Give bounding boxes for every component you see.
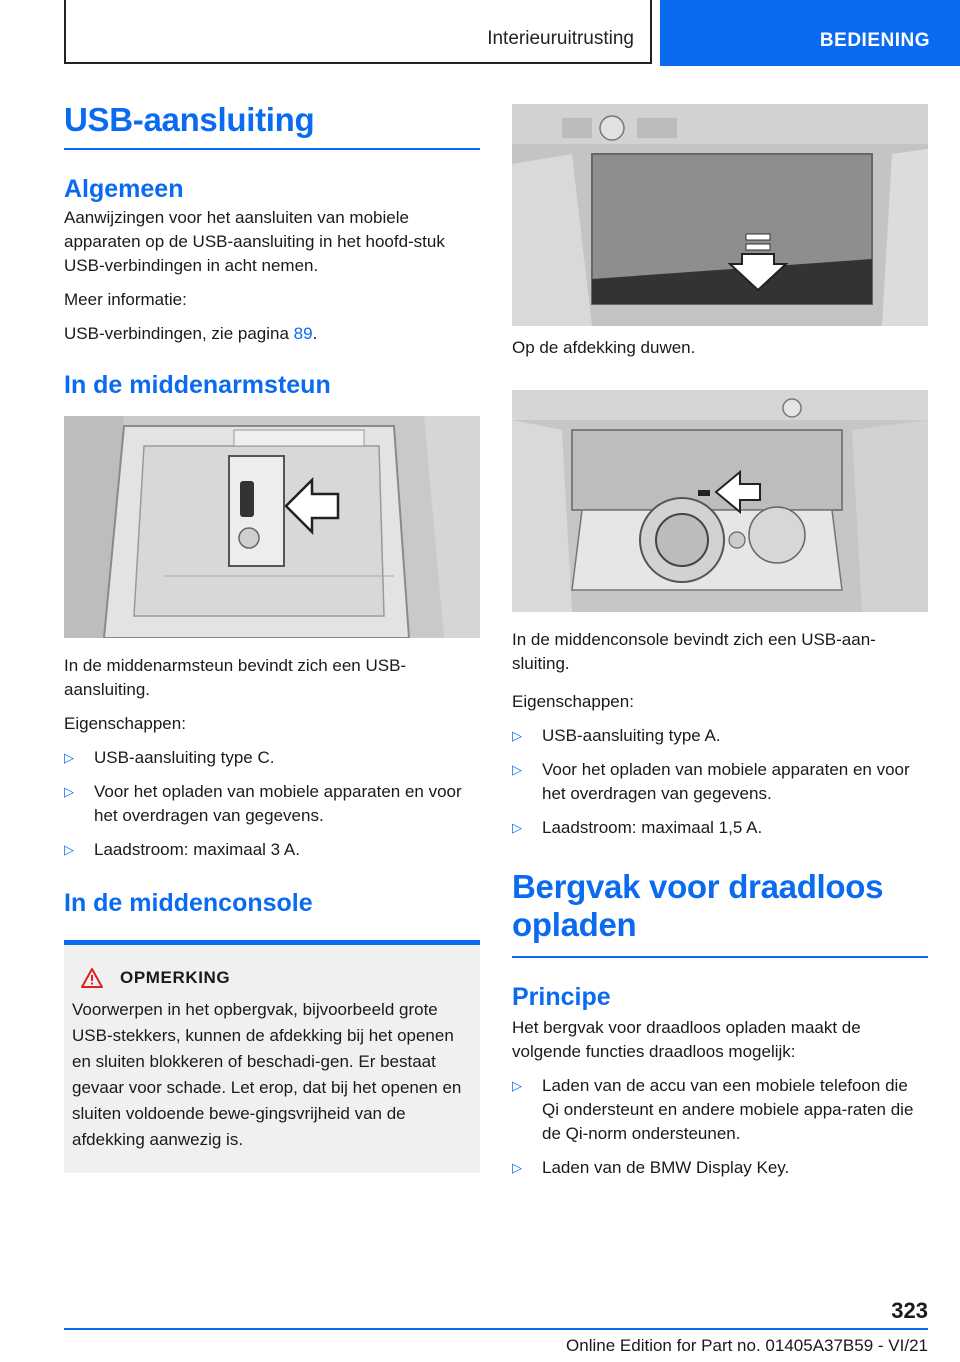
bullet-triangle-icon: ▷ [512, 728, 522, 743]
left-column [64, 100, 480, 1173]
warning-title: OPMERKING [120, 968, 231, 987]
console-usb-illustration [512, 390, 928, 612]
header-bottom-border [64, 62, 650, 64]
wireless-title-rule [512, 956, 928, 958]
bullet-triangle-icon: ▷ [512, 762, 522, 777]
header-chapter-tab[interactable] [660, 0, 960, 66]
page-title: USB-aansluiting [64, 101, 315, 138]
warning-text: Voorwerpen in het opbergvak, bijvoorbeeld grote USB-stekkers, kunnen de afdekking bij het openen en sluiten blokkeren of beschadi-gen. Er bestaat gevaar voor schade. Let erop, dat bij het openen en sluiten voldoende bewe-gingsvrijheid van de afdekking aanwezig is. [72, 1000, 462, 1149]
bullet-triangle-icon: ▷ [64, 784, 74, 799]
cover-push-illustration [512, 104, 928, 326]
console-properties-label: Eigenschappen: [512, 692, 634, 711]
armrest-usb-photo [64, 416, 480, 638]
armrest-heading: In de middenarmsteun [64, 371, 331, 399]
usb-reference-text: USB-verbindingen, zie pagina [64, 324, 294, 343]
list-item: ▷ Voor het opladen van mobiele apparaten en voor het overdragen van gegevens. [512, 760, 910, 803]
list-item: ▷ Laadstroom: maximaal 3 A. [64, 838, 480, 862]
principle-text: Het bergvak voor draadloos opladen maakt de volgende functies draadloos mogelijk: [512, 1018, 861, 1061]
console-properties-list [512, 724, 928, 840]
bullet-triangle-icon: ▷ [512, 1160, 522, 1175]
list-item: ▷ Laadstroom: maximaal 1,5 A. [512, 816, 928, 840]
principle-heading: Principe [512, 983, 611, 1011]
usb-reference [64, 322, 480, 346]
console-usb-caption: In de middenconsole bevindt zich een USB-aan-sluiting. [512, 630, 876, 673]
console-heading: In de middenconsole [64, 889, 313, 917]
list-item: ▷ Laden van de accu van een mobiele telefoon die Qi ondersteunt en andere mobiele appa-raten die de Qi-norm ondersteunen. [512, 1076, 914, 1143]
armrest-properties-list [64, 746, 480, 862]
list-item: ▷ Laden van de BMW Display Key. [512, 1156, 928, 1180]
list-item: ▷ USB-aansluiting type A. [512, 724, 928, 748]
list-item: ▷ Voor het opladen van mobiele apparaten en voor het overdragen van gegevens. [64, 782, 462, 825]
wireless-charging-title: Bergvak voor draadloos opladen [512, 868, 884, 943]
bullet-triangle-icon: ▷ [64, 842, 74, 857]
bullet-triangle-icon: ▷ [512, 820, 522, 835]
general-heading: Algemeen [64, 175, 184, 203]
footer-edition: Online Edition for Part no. 01405A37B59 - VI/21 [566, 1336, 928, 1355]
right-column [512, 104, 928, 1190]
header-chapter-label: BEDIENING [819, 30, 930, 51]
warning-triangle-icon [80, 967, 104, 989]
warning-title-row [72, 967, 472, 989]
general-text: Aanwijzingen voor het aansluiten van mobiele apparaten op de USB-aansluiting in het hoofd-stuk USB-verbindingen in acht nemen. [64, 208, 445, 275]
title-rule [64, 148, 480, 150]
principle-list [512, 1074, 928, 1180]
header-left-border [64, 0, 66, 64]
list-item: ▷ USB-aansluiting type C. [64, 746, 480, 770]
armrest-usb-illustration [64, 416, 480, 638]
cover-push-caption: Op de afdekking duwen. [512, 338, 696, 357]
footer-rule [64, 1328, 928, 1330]
usb-reference-page-link[interactable]: 89 [293, 324, 313, 343]
armrest-caption: In de middenarmsteun bevindt zich een USB-aansluiting. [64, 656, 407, 699]
console-usb-photo [512, 390, 928, 612]
armrest-properties-label: Eigenschappen: [64, 714, 186, 733]
warning-box [64, 945, 480, 1173]
header-tab-border [650, 0, 652, 64]
page-number: 323 [891, 1298, 928, 1323]
cover-push-photo [512, 104, 928, 326]
usb-reference-end: . [312, 324, 318, 343]
bullet-triangle-icon: ▷ [64, 750, 74, 765]
header-section-title: Interieuruitrusting [487, 28, 634, 49]
bullet-triangle-icon: ▷ [512, 1078, 522, 1093]
more-info-label: Meer informatie: [64, 290, 187, 309]
